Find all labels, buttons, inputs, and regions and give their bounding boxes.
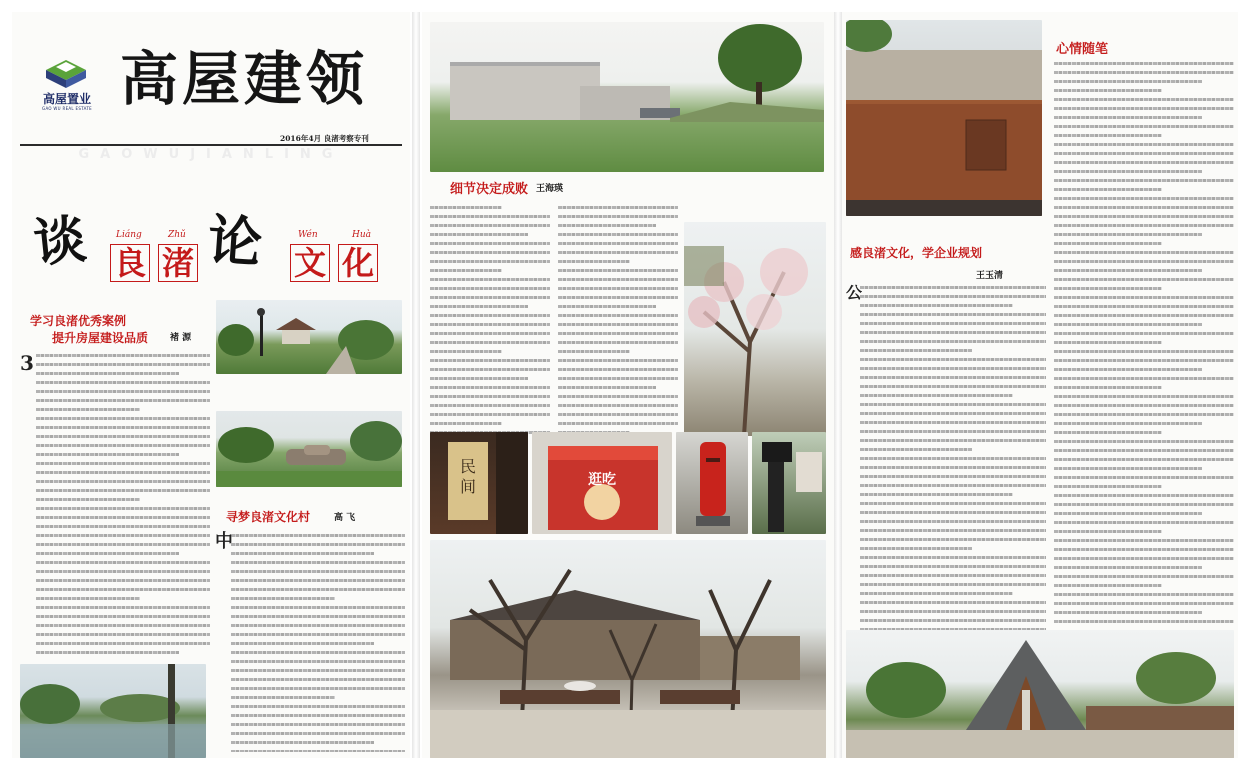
- article-2-author: 高 飞: [334, 513, 356, 523]
- feature-pinyin-2: Zhǔ: [168, 230, 186, 240]
- article-2-body: [215, 532, 405, 752]
- feature-char-6-box: [338, 244, 378, 282]
- photo-blossom-tree: [684, 222, 826, 436]
- photo-pavilion-garden: [216, 300, 402, 374]
- photo-plaza-trees: [430, 540, 826, 758]
- article-4-author: 王玉清: [976, 271, 1004, 281]
- article-5-title: 心情随笔: [1056, 42, 1109, 57]
- feature-heading: [12, 208, 410, 308]
- feature-pinyin-1: Liáng: [116, 230, 142, 240]
- article-3-author: 王海瑛: [536, 184, 564, 194]
- article-5-body: [1054, 60, 1234, 624]
- feature-pinyin-3: Wén: [298, 230, 318, 240]
- article-2-dropcap: 中: [215, 531, 233, 552]
- feature-char-3-box: [158, 244, 198, 282]
- photo-lakeside: [20, 664, 206, 758]
- page-2: [422, 12, 834, 758]
- logo-text: 高屋置业: [42, 92, 91, 106]
- feature-char-1: 谈: [30, 208, 90, 275]
- article-1-title-1: 学习良渚优秀案例: [30, 314, 127, 328]
- svg-text:间: 间: [459, 477, 477, 496]
- article-2-title: 寻梦良渚文化村: [226, 510, 311, 524]
- issue-info: 2016年4月 良渚考察专刊: [280, 134, 369, 143]
- photo-rusted-wall: [846, 20, 1042, 216]
- feature-char-2: 良: [113, 244, 146, 282]
- article-3-body-col-1: [430, 204, 550, 436]
- feature-char-5-box: [290, 244, 330, 282]
- feature-char-6: 化: [341, 244, 374, 282]
- photo-red-mailbox: [676, 432, 748, 534]
- feature-char-3: 渚: [161, 244, 194, 282]
- photo-shop-sign: [752, 432, 826, 534]
- masthead-rule: [20, 144, 402, 146]
- page-1: [12, 12, 410, 758]
- masthead: [12, 12, 410, 162]
- feature-char-5: 文: [293, 244, 326, 282]
- photo-museum-lawn: [430, 22, 824, 172]
- photo-food-poster: [532, 432, 672, 534]
- article-3-body-col-2: [558, 204, 678, 436]
- company-logo: [32, 52, 102, 120]
- article-4-body: [846, 284, 1046, 630]
- photo-restaurant-sign: [430, 432, 528, 534]
- masthead-pinyin-band: GAOWUJIANLING: [78, 147, 344, 162]
- feature-char-2-box: [110, 244, 150, 282]
- article-4-dropcap: 公: [846, 283, 863, 302]
- masthead-title: 高屋建领: [120, 45, 369, 113]
- logo-mark-icon: [40, 52, 90, 90]
- article-4-title: 感良渚文化，学企业规划: [850, 246, 983, 260]
- page-gutter-2: [834, 12, 842, 758]
- feature-pinyin-4: Huà: [352, 230, 372, 240]
- article-1-dropcap: 3: [20, 351, 34, 375]
- svg-text:民: 民: [459, 457, 477, 476]
- article-1-author: 褚 源: [170, 333, 192, 343]
- article-3-title: 细节决定成败: [450, 182, 529, 197]
- svg-text:逛吃: 逛吃: [588, 472, 616, 488]
- photo-church: [846, 630, 1234, 758]
- photo-rock-garden: [216, 411, 402, 487]
- page-3: [842, 12, 1238, 758]
- article-1-title-2: 提升房屋建设品质: [52, 331, 149, 345]
- article-1-body: [20, 352, 210, 654]
- feature-char-4: 论: [205, 207, 265, 275]
- logo-subtitle: GAO WU REAL ESTATE: [42, 106, 92, 111]
- page-gutter-1: [412, 12, 420, 758]
